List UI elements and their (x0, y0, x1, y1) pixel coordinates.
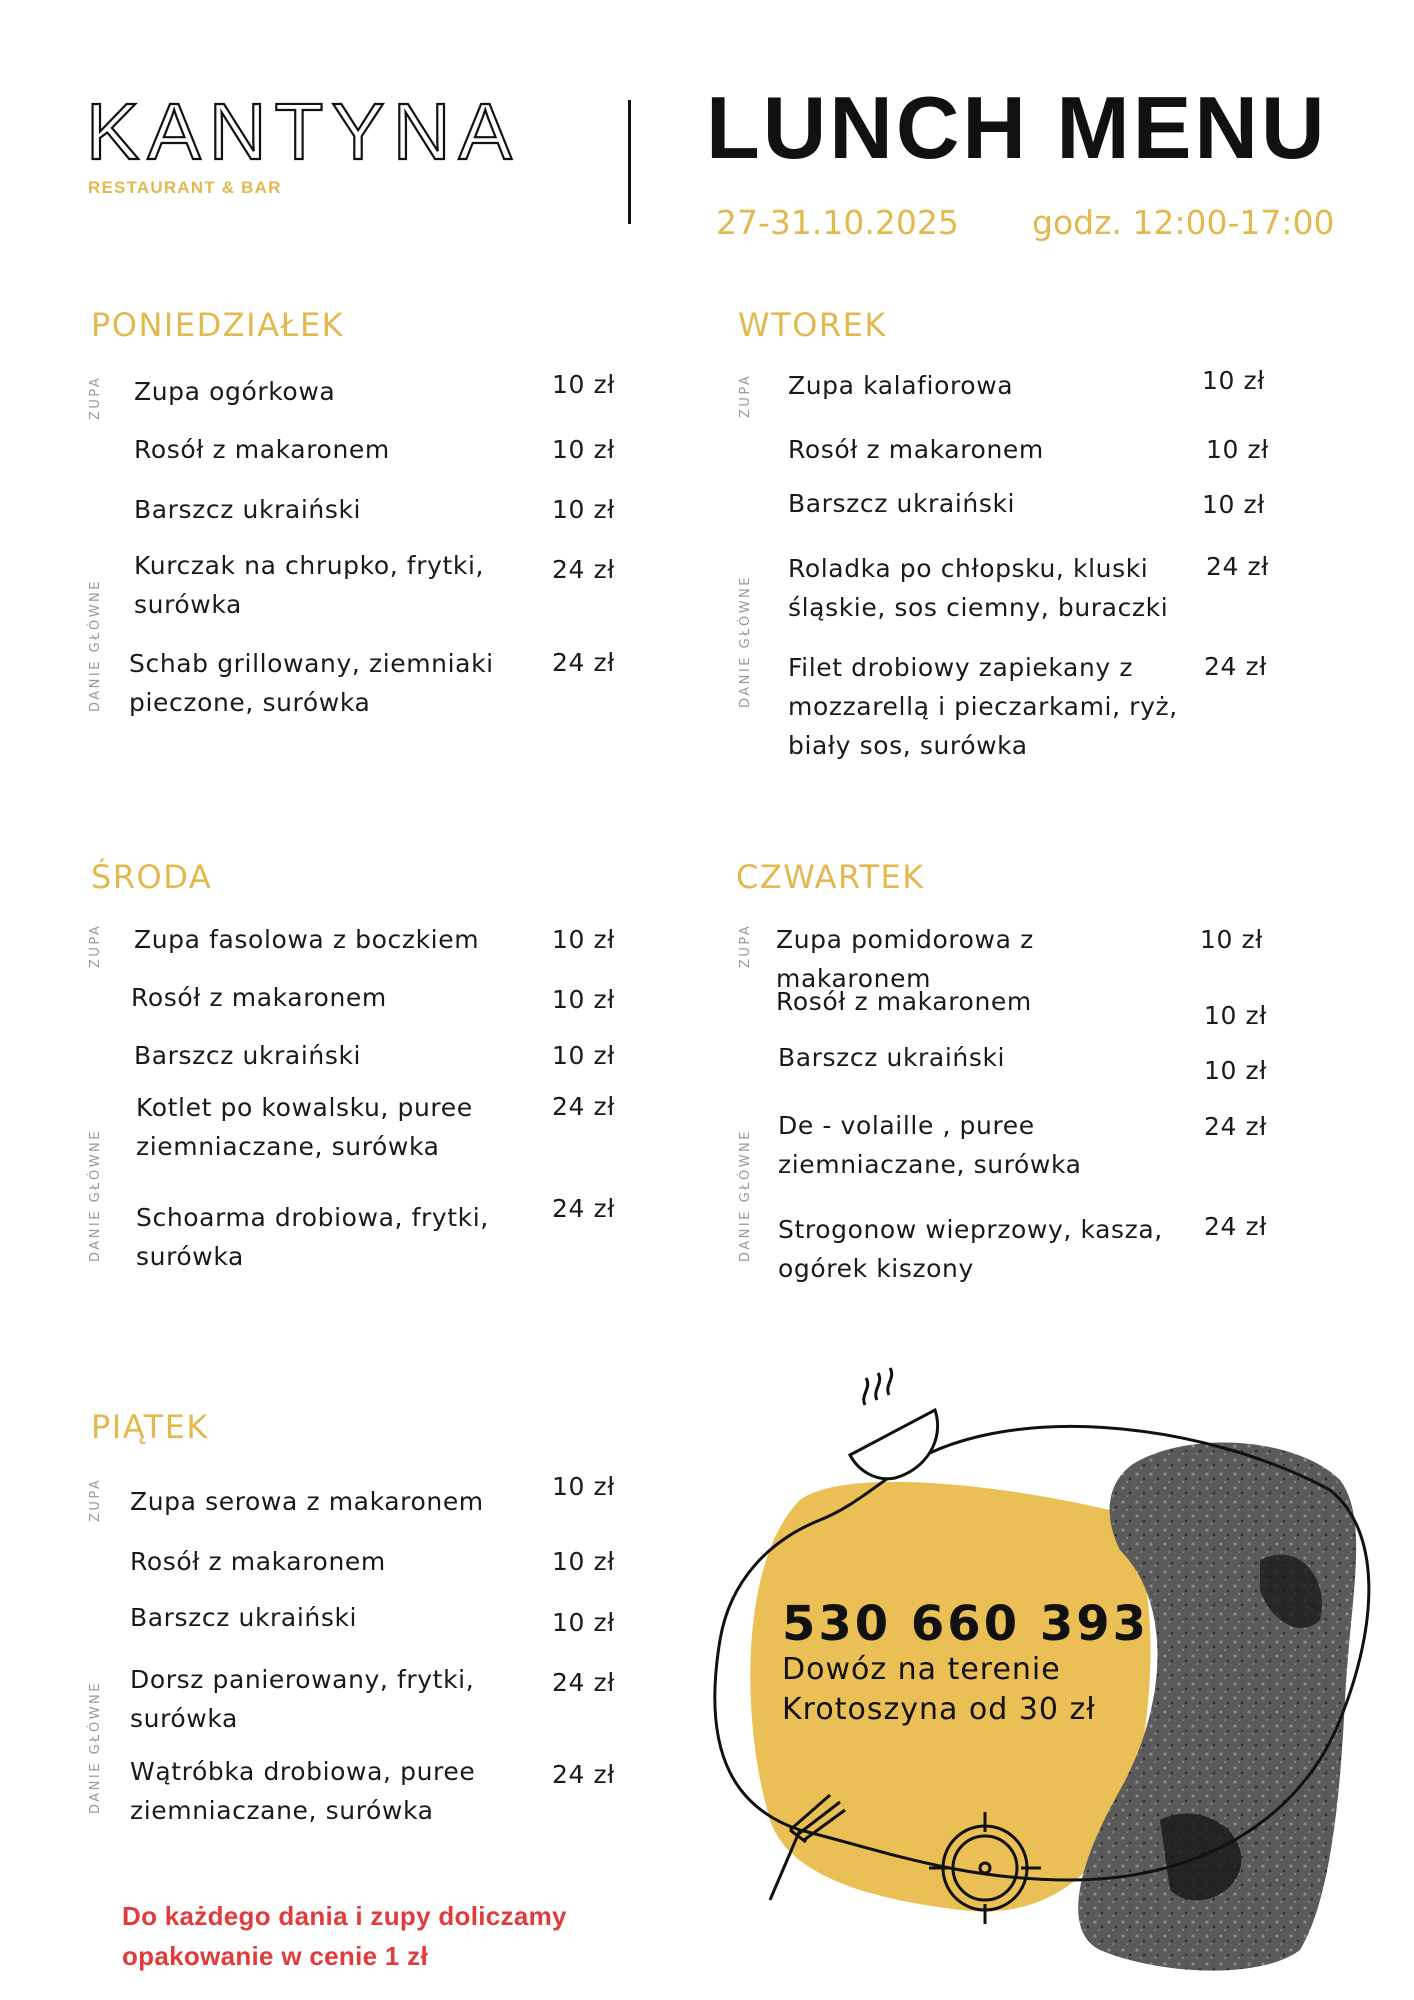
contact-phone: 530 660 393 (782, 1596, 1150, 1652)
menu-item: Rosół z makaronem (130, 1547, 386, 1576)
menu-item: Rosół z makaronem (788, 435, 1044, 464)
category-label-soup: ZUPA (88, 1477, 103, 1522)
menu-price: 10 zł (552, 495, 615, 524)
category-label-main: DANIE GŁÓWNE (88, 1681, 103, 1814)
menu-price: 10 zł (552, 1608, 615, 1637)
menu-item: Barszcz ukraiński (778, 1043, 1006, 1072)
day-title-thursday: CZWARTEK (736, 858, 925, 896)
menu-item: Zupa serowa z makaronem (130, 1487, 484, 1516)
menu-price: 10 zł (552, 1547, 615, 1576)
menu-item: Zupa kalafiorowa (788, 371, 1014, 400)
menu-price: 10 zł (1204, 1001, 1267, 1030)
menu-price: 24 zł (1206, 552, 1269, 581)
menu-price: 10 zł (552, 370, 615, 399)
menu-price: 10 zł (1202, 490, 1265, 519)
category-label-main: DANIE GŁÓWNE (88, 579, 103, 712)
menu-price: 24 zł (552, 1668, 615, 1697)
menu-item: Barszcz ukraiński (130, 1603, 358, 1632)
menu-price: 10 zł (552, 435, 615, 464)
menu-price: 24 zł (552, 555, 615, 584)
menu-price: 24 zł (552, 1194, 615, 1223)
menu-item: De - volaille , puree ziemniaczane, surówka (778, 1111, 1082, 1179)
delivery-line-2: Krotoszyna od 30 zł (782, 1692, 1096, 1727)
menu-hours: godz. 12:00-17:00 (1032, 203, 1335, 242)
category-label-soup: ZUPA (88, 375, 103, 420)
menu-price: 10 zł (552, 925, 615, 954)
day-title-tuesday: WTOREK (738, 306, 887, 344)
category-label-soup: ZUPA (738, 923, 753, 968)
menu-price: 10 zł (1200, 925, 1263, 954)
category-label-main: DANIE GŁÓWNE (738, 1129, 753, 1262)
menu-item: Dorsz panierowany, frytki, surówka (130, 1665, 475, 1733)
menu-price: 10 zł (552, 1472, 615, 1501)
logo-text: KANTYNA (86, 87, 520, 176)
category-label-soup: ZUPA (738, 373, 753, 418)
page-title: LUNCH MENU (706, 78, 1328, 177)
menu-item: Zupa ogórkowa (134, 377, 336, 406)
bowl-icon (850, 1368, 938, 1479)
menu-price: 10 zł (552, 1041, 615, 1070)
menu-price: 10 zł (1206, 435, 1269, 464)
category-label-soup: ZUPA (88, 923, 103, 968)
category-label-main: DANIE GŁÓWNE (738, 575, 753, 708)
menu-item: Rosół z makaronem (134, 435, 390, 464)
menu-price: 10 zł (1204, 1056, 1267, 1085)
menu-item: Rosół z makaronem (131, 983, 387, 1012)
packaging-note: Do każdego dania i zupy doliczamy opakowanie w cenie 1 zł (122, 1901, 567, 1971)
menu-item: Wątróbka drobiowa, puree ziemniaczane, surówka (130, 1757, 476, 1825)
menu-item: Kurczak na chrupko, frytki, surówka (134, 551, 485, 619)
menu-price: 24 zł (552, 1760, 615, 1789)
day-title-friday: PIĄTEK (91, 1408, 209, 1446)
menu-item: Barszcz ukraiński (788, 489, 1016, 518)
menu-price: 10 zł (552, 985, 615, 1014)
menu-item: Barszcz ukraiński (134, 495, 362, 524)
menu-item: Barszcz ukraiński (134, 1041, 362, 1070)
menu-price: 24 zł (1204, 652, 1267, 681)
menu-price: 10 zł (1202, 366, 1265, 395)
menu-item: Schoarma drobiowa, frytki, surówka (136, 1203, 489, 1271)
menu-item: Roladka po chłopsku, kluski śląskie, sos ciemny, buraczki (788, 554, 1169, 622)
menu-price: 24 zł (552, 648, 615, 677)
day-title-wednesday: ŚRODA (91, 858, 213, 896)
menu-price: 24 zł (1204, 1212, 1267, 1241)
menu-price: 24 zł (552, 1092, 615, 1121)
category-label-main: DANIE GŁÓWNE (88, 1129, 103, 1262)
menu-item: Filet drobiowy zapiekany z mozzarellą i pieczarkami, ryż, biały sos, surówka (788, 653, 1178, 760)
menu-item: Schab grillowany, ziemniaki pieczone, surówka (129, 649, 494, 717)
menu-dates: 27-31.10.2025 (716, 203, 959, 242)
menu-price: 24 zł (1204, 1112, 1267, 1141)
menu-item: Zupa pomidorowa z makaronem (776, 925, 1034, 993)
menu-item: Zupa fasolowa z boczkiem (134, 925, 480, 954)
menu-item: Rosół z makaronem (776, 987, 1032, 1016)
delivery-info (782, 1650, 1096, 1730)
delivery-line-1: Dowóz na terenie (782, 1652, 1061, 1687)
day-title-monday: PONIEDZIAŁEK (91, 306, 345, 344)
menu-item: Kotlet po kowalsku, puree ziemniaczane, surówka (136, 1093, 473, 1161)
menu-item: Strogonow wieprzowy, kasza, ogórek kiszony (778, 1215, 1163, 1283)
logo-subtitle: RESTAURANT & BAR (88, 178, 282, 197)
